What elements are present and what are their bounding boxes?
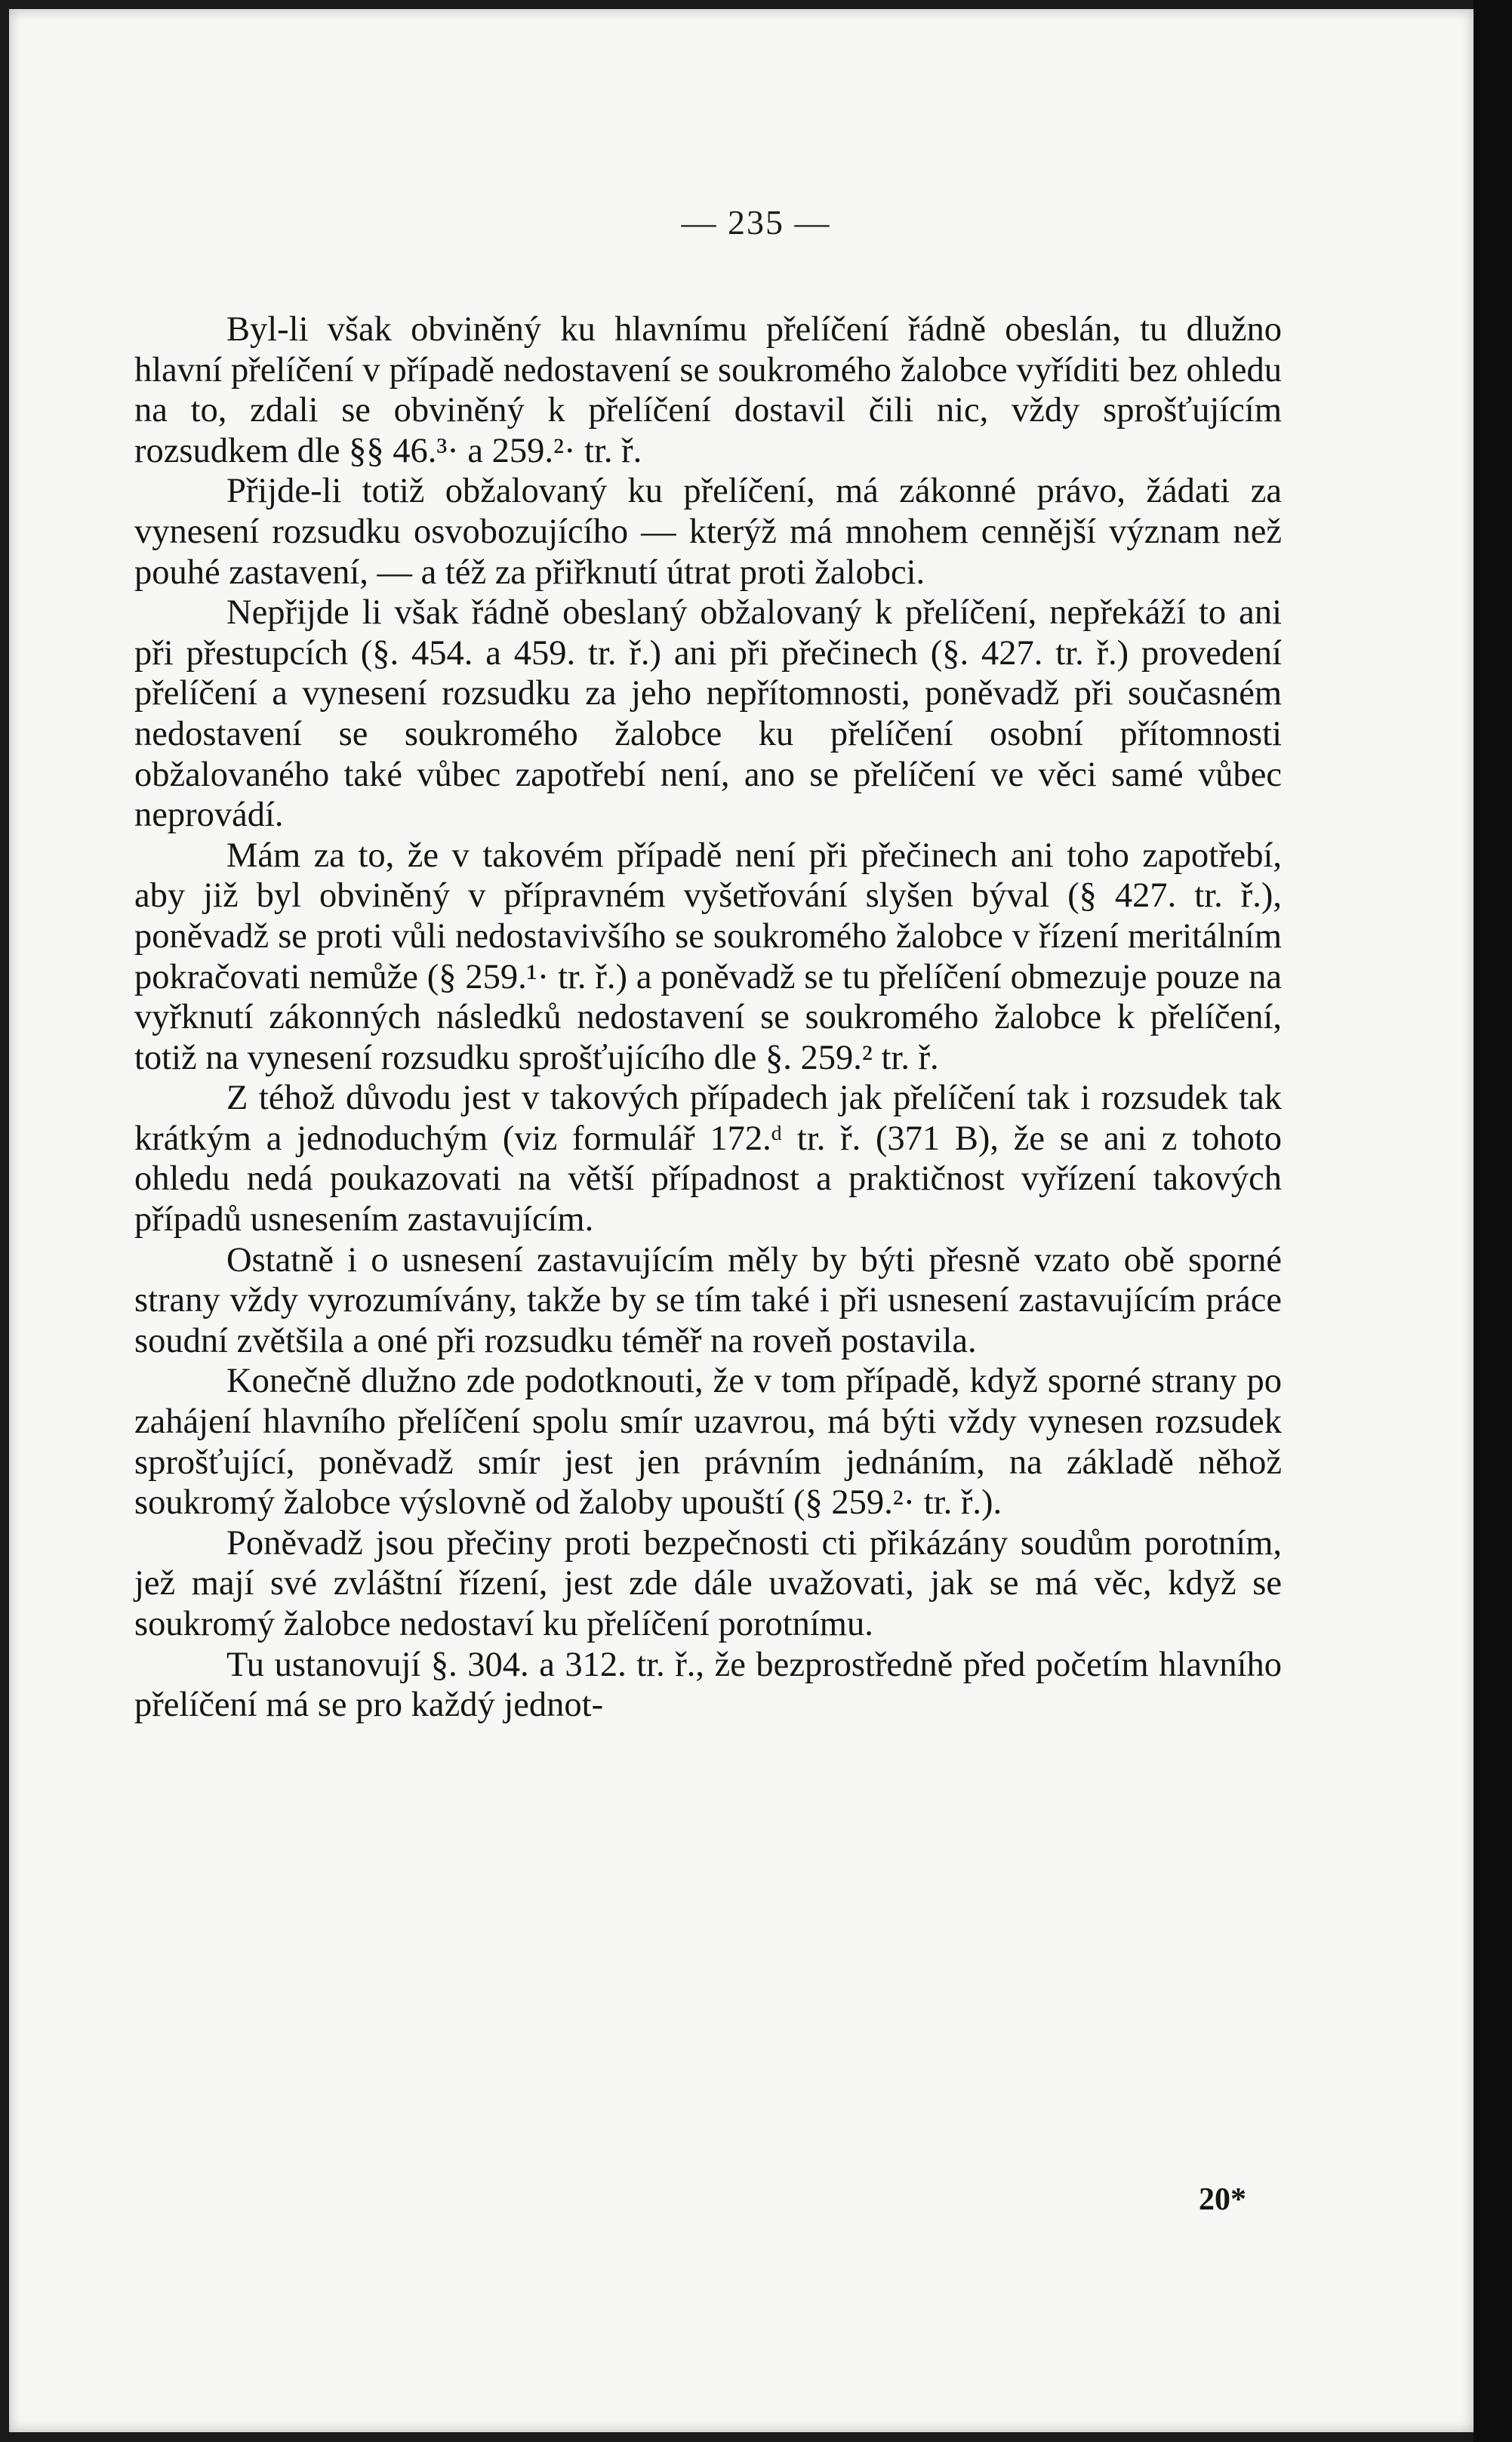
paragraph-9: Tu ustanovují §. 304. a 312. tr. ř., že bezprostředně před početím hlavního přelíčení má se pro každý jednot- <box>134 1645 1282 1725</box>
paragraph-8: Poněvadž jsou přečiny proti bezpečnosti cti přikázány soudům porotním, jež mají své zvláštní řízení, jest zde dále uvažovati, jak se má věc, když se soukromý žalobce nedostaví ku přelíčení porotnímu. <box>134 1523 1282 1643</box>
paragraph-6: Ostatně i o usnesení zastavujícím měly by býti přesně vzato obě sporné strany vždy vyrozumívány, takže by se tím také i při usnesení zastavujícím práce soudní zvětšila a oné při rozsudku téměř na roveň postavila. <box>134 1240 1282 1360</box>
paragraph-7: Konečně dlužno zde podotknouti, že v tom případě, když sporné strany po zahájení hlavního přelíčení spolu smír uzavrou, má býti vždy vynesen rozsudek sprošťující, poněvadž smír jest jen právním jednáním, na základě něhož soukromý žalobce výslovně od žaloby upouští (§ 259.²· tr. ř.). <box>134 1362 1282 1523</box>
paragraph-3: Nepřijde li však řádně obeslaný obžalovaný k přelíčení, nepřekáží to ani při přestupcích (§. 454. a 459. tr. ř.) ani při přečinech (§. 427. tr. ř.) provedení přelíčení a vynesení rozsudku za jeho nepřítomnosti, poněvadž při současném nedostavení se soukromého žalobce ku přelíčení osobní přítomnosti obžalovaného také vůbec zapotřebí není, ano se přelíčení ve věci samé vůbec neprovádí. <box>134 593 1282 835</box>
signature-mark: 20* <box>1199 2182 1246 2217</box>
paragraph-2: Přijde-li totiž obžalovaný ku přelíčení, má zákonné právo, žádati za vynesení rozsudku osvobozujícího — kterýž má mnohem cennější význam než pouhé zastavení, — a též za přiřknutí útrat proti žalobci. <box>134 472 1282 592</box>
paragraph-5: Z téhož důvodu jest v takových případech jak přelíčení tak i rozsudek tak krátkým a jednoduchým (viz formulář 172.ᵈ tr. ř. (371 B), že se ani z tohoto ohledu nedá poukazovati na větší případnost a praktičnost vyřízení takových případů usnesením zastavujícím. <box>134 1079 1282 1239</box>
paragraph-1: Byl-li však obviněný ku hlavnímu přelíčení řádně obeslán, tu dlužno hlavní přelíčení v případě nedostavení se soukromého žalobce vyříditi bez ohledu na to, zdali se obviněný k přelíčení dostavil čili nic, vždy sprošťujícím rozsudkem dle §§ 46.³· a 259.²· tr. ř. <box>134 310 1282 470</box>
page-number: — 235 — <box>681 203 831 242</box>
scan-edge <box>1474 0 1512 2442</box>
body-text <box>134 309 1282 1726</box>
paragraph-4: Mám za to, že v takovém případě není při přečinech ani toho zapotřebí, aby již byl obviněný v přípravném vyšetřování slyšen býval (§ 427. tr. ř.), poněvadž se proti vůli nedostavivšího se soukromého žalobce v řízení meritálním pokračovati nemůže (§ 259.¹· tr. ř.) a poněvadž se tu přelíčení obmezuje pouze na vyřknutí zákonných následků nedostavení se soukromého žalobce k přelíčení, totiž na vynesení rozsudku sprošťujícího dle §. 259.² tr. ř. <box>134 836 1282 1077</box>
